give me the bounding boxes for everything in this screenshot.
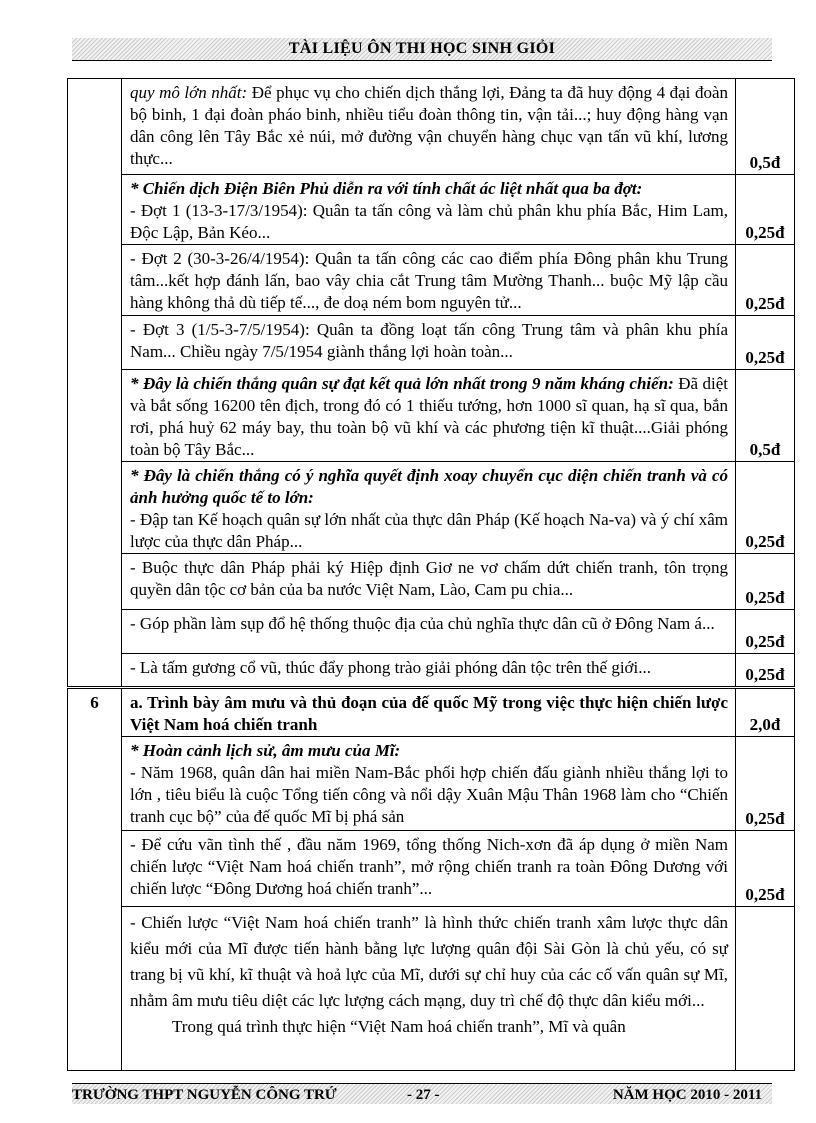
body-text: - Để cứu vãn tình thế , đầu năm 1969, tổng thống Nich-xơn đã áp dụng ở miền Nam chiến lược “Việt Nam hoá chiến tranh”, mở rộng chiến tranh ra toàn Đông Dương với chiến lược “Đông Dương hoá chiến tranh”...: [130, 835, 728, 898]
answer-table: [67, 78, 795, 1071]
score-cell: [736, 654, 795, 688]
body-text: - Đợt 2 (30-3-26/4/1954): Quân ta tấn công các cao điểm phía Đông phân khu Trung tâm...kết hợp đánh lấn, bao vây chia cắt Trung tâm Mường Thanh... buộc Mỹ lập cầu hàng không thả dù tiếp tế..., đe doạ ném bom nguyên tử...: [130, 249, 728, 312]
score-cell: [736, 737, 795, 831]
row-heading: * Chiến dịch Điện Biên Phủ diễn ra với tính chất ác liệt nhất qua ba đợt:: [130, 179, 643, 198]
row-heading: * Đây là chiến thắng có ý nghĩa quyết định xoay chuyển cục diện chiến tranh và có ảnh hưởng quốc tế to lớn:: [130, 466, 728, 507]
score-value: 2,0đ: [749, 715, 781, 734]
score-cell: [736, 175, 795, 245]
score-value: [736, 1069, 794, 1070]
score-cell: [736, 554, 795, 610]
row-heading: * Hoàn cảnh lịch sử, âm mưu của Mĩ:: [130, 741, 401, 760]
body-text: Đã diệt và bắt sống 16200 tên địch, trong đó có 1 thiếu tướng, hơn 1000 sĩ quan, hạ sĩ qua, bắn rơi, phá huỷ 62 máy bay, thu toàn bộ vũ khí và các phương tiện kĩ thuật....Giải phóng toàn bộ Tây Bắc...: [130, 374, 728, 459]
content-cell: [122, 79, 736, 175]
body-text: - Năm 1968, quân dân hai miền Nam-Bắc phối hợp chiến đấu giành nhiều thắng lợi to lớn , tiêu biểu là cuộc Tổng tiến công và nổi dậy Xuân Mậu Thân 1968 làm cho “Chiến tranh cục bộ” của đế quốc Mĩ bị phá sản: [130, 763, 728, 826]
score-cell: [736, 831, 795, 907]
page-footer: [72, 1083, 772, 1104]
score-value: 0,25đ: [745, 532, 785, 551]
table-row: [68, 831, 795, 907]
table-row: [68, 316, 795, 370]
question-number: 6: [68, 688, 122, 1071]
content-cell: [122, 907, 736, 1071]
score-value: 0,25đ: [745, 294, 785, 313]
content-cell: [122, 737, 736, 831]
table-row: [68, 462, 795, 554]
table-row: [68, 554, 795, 610]
score-value: 0,25đ: [745, 348, 785, 367]
score-value: 0,25đ: [745, 632, 785, 651]
score-cell: [736, 462, 795, 554]
table-row: [68, 370, 795, 462]
header-title: TÀI LIỆU ÔN THI HỌC SINH GIỎI: [288, 40, 556, 57]
table-row: [68, 610, 795, 654]
table-row: [68, 654, 795, 688]
content-cell: [122, 316, 736, 370]
table-row: [68, 245, 795, 316]
content-cell: [122, 175, 736, 245]
content-cell: [122, 370, 736, 462]
body-text: - Đập tan Kế hoạch quân sự lớn nhất của thực dân Pháp (Kế hoạch Na-va) và ý chí xâm lược của thực dân Pháp...: [130, 510, 728, 551]
score-cell: [736, 907, 795, 1071]
table-row: [68, 175, 795, 245]
page-header: [72, 38, 772, 61]
score-cell: [736, 688, 795, 737]
score-value: 0,5đ: [749, 153, 781, 172]
question-number-cell: [68, 79, 122, 688]
content-cell: [122, 654, 736, 688]
score-cell: [736, 316, 795, 370]
body-text: - Chiến lược “Việt Nam hoá chiến tranh” là hình thức chiến tranh xâm lược thực dân kiểu mới của Mĩ được tiến hành bằng lực lượng quân đội Sài Gòn là chủ yếu, có sự trang bị vũ khí, kĩ thuật và hoả lực của Mĩ, dưới sự chỉ huy của các cố vấn quân sự Mĩ, nhằm âm mưu tiêu diệt các lực lượng cách mạng, duy trì chế độ thực dân kiểu mới...: [130, 913, 728, 1010]
footer-page-number: - 27 -: [407, 1087, 440, 1103]
body-text: - Đợt 1 (13-3-17/3/1954): Quân ta tấn công và làm chủ phân khu phía Bắc, Him Lam, Độc Lập, Bản Kéo...: [130, 201, 728, 242]
score-value: 0,25đ: [745, 885, 785, 904]
body-text: Để phục vụ cho chiến dịch thắng lợi, Đảng ta đã huy động 4 đại đoàn bộ binh, 1 đại đoàn pháo binh, nhiều tiểu đoàn thông tin, vận tải...; huy động hàng vạn dân công lên Tây Bắc xẻ núi, mở đường vận chuyển hàng chục vạn tấn vũ khí, lương thực...: [130, 83, 728, 168]
score-value: 0,25đ: [745, 665, 785, 684]
body-text-continued: Trong quá trình thực hiện “Việt Nam hoá chiến tranh”, Mĩ và quân: [172, 1017, 626, 1036]
question-row: [68, 688, 795, 737]
body-text: - Góp phần làm sụp đổ hệ thống thuộc địa của chủ nghĩa thực dân cũ ở Đông Nam á...: [130, 614, 715, 633]
content-cell: [122, 610, 736, 654]
footer-school-year: NĂM HỌC 2010 - 2011: [612, 1087, 762, 1103]
body-text: - Là tấm gương cổ vũ, thúc đẩy phong trào giải phóng dân tộc trên thế giới...: [130, 658, 652, 677]
lead-text: quy mô lớn nhất:: [130, 83, 248, 102]
body-text: - Buộc thực dân Pháp phải ký Hiệp định Giơ ne vơ chấm dứt chiến tranh, tôn trọng quyền dân tộc cơ bản của ba nước Việt Nam, Lào, Cam pu chia...: [130, 558, 728, 599]
score-value: 0,5đ: [749, 440, 781, 459]
footer-school: TRƯỜNG THPT NGUYỄN CÔNG TRỨ: [72, 1087, 337, 1103]
question-text: a. Trình bày âm mưu và thủ đoạn của đế quốc Mỹ trong việc thực hiện chiến lược Việt Nam hoá chiến tranh: [122, 688, 736, 737]
row-heading: * Đây là chiến thắng quân sự đạt kết quả lớn nhất trong 9 năm kháng chiến:: [130, 374, 674, 393]
score-value: 0,25đ: [745, 223, 785, 242]
content-cell: [122, 245, 736, 316]
table-row: [68, 79, 795, 175]
table-row: [68, 907, 795, 1071]
score-cell: [736, 79, 795, 175]
score-cell: [736, 245, 795, 316]
score-cell: [736, 370, 795, 462]
content-cell: [122, 831, 736, 907]
score-value: 0,25đ: [745, 588, 785, 607]
table-row: [68, 737, 795, 831]
body-text: - Đợt 3 (1/5-3-7/5/1954): Quân ta đồng loạt tấn công Trung tâm và phân khu phía Nam... Chiều ngày 7/5/1954 giành thắng lợi hoàn toàn...: [130, 320, 728, 361]
content-cell: [122, 554, 736, 610]
score-value: 0,25đ: [745, 809, 785, 828]
score-cell: [736, 610, 795, 654]
content-cell: [122, 462, 736, 554]
